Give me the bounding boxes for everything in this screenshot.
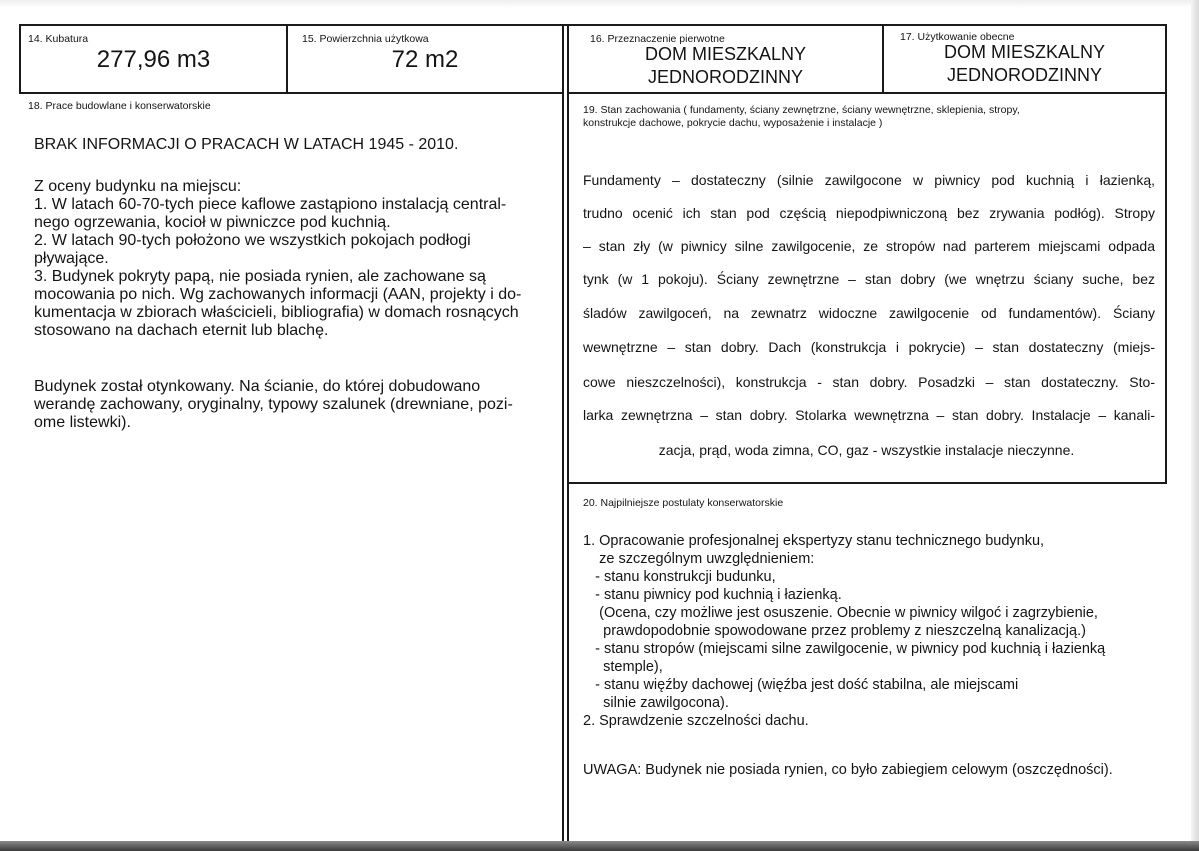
field18-line: Z oceny budynku na miejscu: [34, 178, 242, 195]
field19-line: – stan zły (w piwnicy silne zawilgocenie, ze stropów nad parterem miejscami odpada [583, 238, 1155, 254]
scan-top-edge [0, 0, 1199, 8]
field20-label: 20. Najpilniejsze postulaty konserwatorskie [583, 497, 784, 509]
right-border [1165, 24, 1167, 94]
field18-body [34, 178, 544, 340]
field18-line: nego ogrzewania, kocioł w piwniczce pod kuchnią. [34, 214, 391, 231]
field18-line: Budynek został otynkowany. Na ścianie, do której dobudowano [34, 378, 481, 395]
field18-line: werandę zachowany, oryginalny, typowy szalunek (drewniane, pozi- [34, 396, 513, 413]
section-19-20-border [568, 482, 1167, 484]
field19-line: larka zewnętrzna – stan dobry. Stolarka wewnętrzna – stan dobry. Instalacje – kanali- [583, 407, 1155, 423]
center-divider-a [562, 24, 564, 842]
field20-line: stemple), [583, 659, 663, 675]
field20-line: - stanu stropów (miejscami silne zawilgocenie, w piwnicy pod kuchnią i łazienką [583, 641, 1106, 657]
field17-value-line2: JEDNORODZINNY [946, 65, 1102, 85]
field16-label: 16. Przeznaczenie pierwotne [590, 33, 725, 45]
field18-line: kumentacja w zbiorach właścicieli, bibliografia) w domach rosnących [34, 304, 519, 321]
field14-value: 277,96 m3 [96, 46, 211, 73]
field18-label: 18. Prace budowlane i konserwatorskie [28, 100, 211, 112]
scan-bottom-edge [0, 841, 1199, 851]
field16-value-line2: JEDNORODZINNY [647, 67, 803, 87]
field16-value-line1: DOM MIESZKALNY [644, 44, 807, 64]
field20-line: (Ocena, czy możliwe jest osuszenie. Obecnie w piwnicy wilgoć i zagrzybienie, [583, 605, 1098, 621]
field20-line: prawdopodobnie spowodowane przez problemy z nieszczelną kanalizacją.) [583, 623, 1086, 639]
field19-line: tynk (w 1 pokoju). Ściany zewnętrzne – stan dobry (we wnętrzu ściany suche, bez [583, 271, 1155, 287]
field20-note: UWAGA: Budynek nie posiada rynien, co było zabiegiem celowym (oszczędności). [583, 762, 1113, 778]
field17-label: 17. Użytkowanie obecne [900, 31, 1015, 43]
header-bottom-border-right [568, 92, 1167, 94]
header-bottom-border-left [19, 92, 564, 94]
section-19-right-border [1165, 92, 1167, 484]
field20-body [583, 532, 1163, 730]
field18-line: stosowano na dachach eternit lub blachę. [34, 322, 329, 339]
field18-line: ome listewki). [34, 414, 131, 431]
field20-line: - stanu więźby dachowej (więźba jest dość stabilna, ale miejscami [583, 677, 1019, 693]
field15-value: 72 m2 [391, 46, 459, 73]
field20-line: - stanu piwnicy pod kuchnią i łazienką. [583, 587, 842, 603]
field15-label: 15. Powierzchnia użytkowa [302, 33, 429, 45]
field19-line: śladów zawilgoceń, na zewnatrz widoczne zawilgocenie od fundamentów). Ściany [583, 305, 1155, 321]
field19-line: trudno ocenić ich stan pod częścią niepodpiwniczoną bez zrywania podłóg). Stropy [583, 205, 1155, 221]
field18-line: mocowania po nich. Wg zachowanych informacji (AAN, projekty i do- [34, 286, 522, 303]
field20-line: 2. Sprawdzenie szczelności dachu. [583, 713, 809, 729]
field19-label-line2: konstrukcje dachowe, pokrycie dachu, wyposażenie i instalacje ) [583, 117, 883, 129]
field18-heading: BRAK INFORMACJI O PRACACH W LATACH 1945 - 2010. [34, 136, 459, 153]
field14-label: 14. Kubatura [28, 33, 89, 45]
top-border [19, 24, 1167, 26]
field17-value-line1: DOM MIESZKALNY [943, 42, 1106, 62]
field19-line: cowe nieszczelności), konstrukcja - stan dobry. Posadzki – stan dostateczny. Sto- [583, 374, 1155, 390]
field19-line: Fundamenty – dostateczny (silnie zawilgocone w piwnicy pod kuchnią i łazienką, [583, 172, 1155, 188]
field18-line: 3. Budynek pokryty papą, nie posiada rynien, ale zachowane są [34, 268, 486, 285]
field19-last-line: zacja, prąd, woda zimna, CO, gaz - wszystkie instalacje nieczynne. [658, 442, 1075, 458]
field19-label-line1: 19. Stan zachowania ( fundamenty, ściany zewnętrzne, ściany wewnętrzne, sklepienia, stropy, [583, 104, 1020, 116]
field18-line: 1. W latach 60-70-tych piece kaflowe zastąpiono instalacją central- [34, 196, 507, 213]
center-divider-b [567, 24, 569, 842]
field18-line: pływające. [34, 250, 109, 267]
scan-right-edge [1191, 0, 1199, 851]
field18-body-2 [34, 378, 544, 432]
field20-line: silnie zawilgocona). [583, 695, 729, 711]
field20-line: ze szczególnym uwzględnieniem: [583, 551, 815, 567]
field20-line: 1. Opracowanie profesjonalnej ekspertyzy stanu technicznego budynku, [583, 533, 1045, 549]
field20-line: - stanu konstrukcji budunku, [583, 569, 776, 585]
field19-line: wewnętrzne – stan dobry. Dach (konstrukcja i pokrycie) – stan dostateczny (miejs- [583, 339, 1155, 355]
field18-line: 2. W latach 90-tych położono we wszystkich pokojach podłogi [34, 232, 471, 249]
